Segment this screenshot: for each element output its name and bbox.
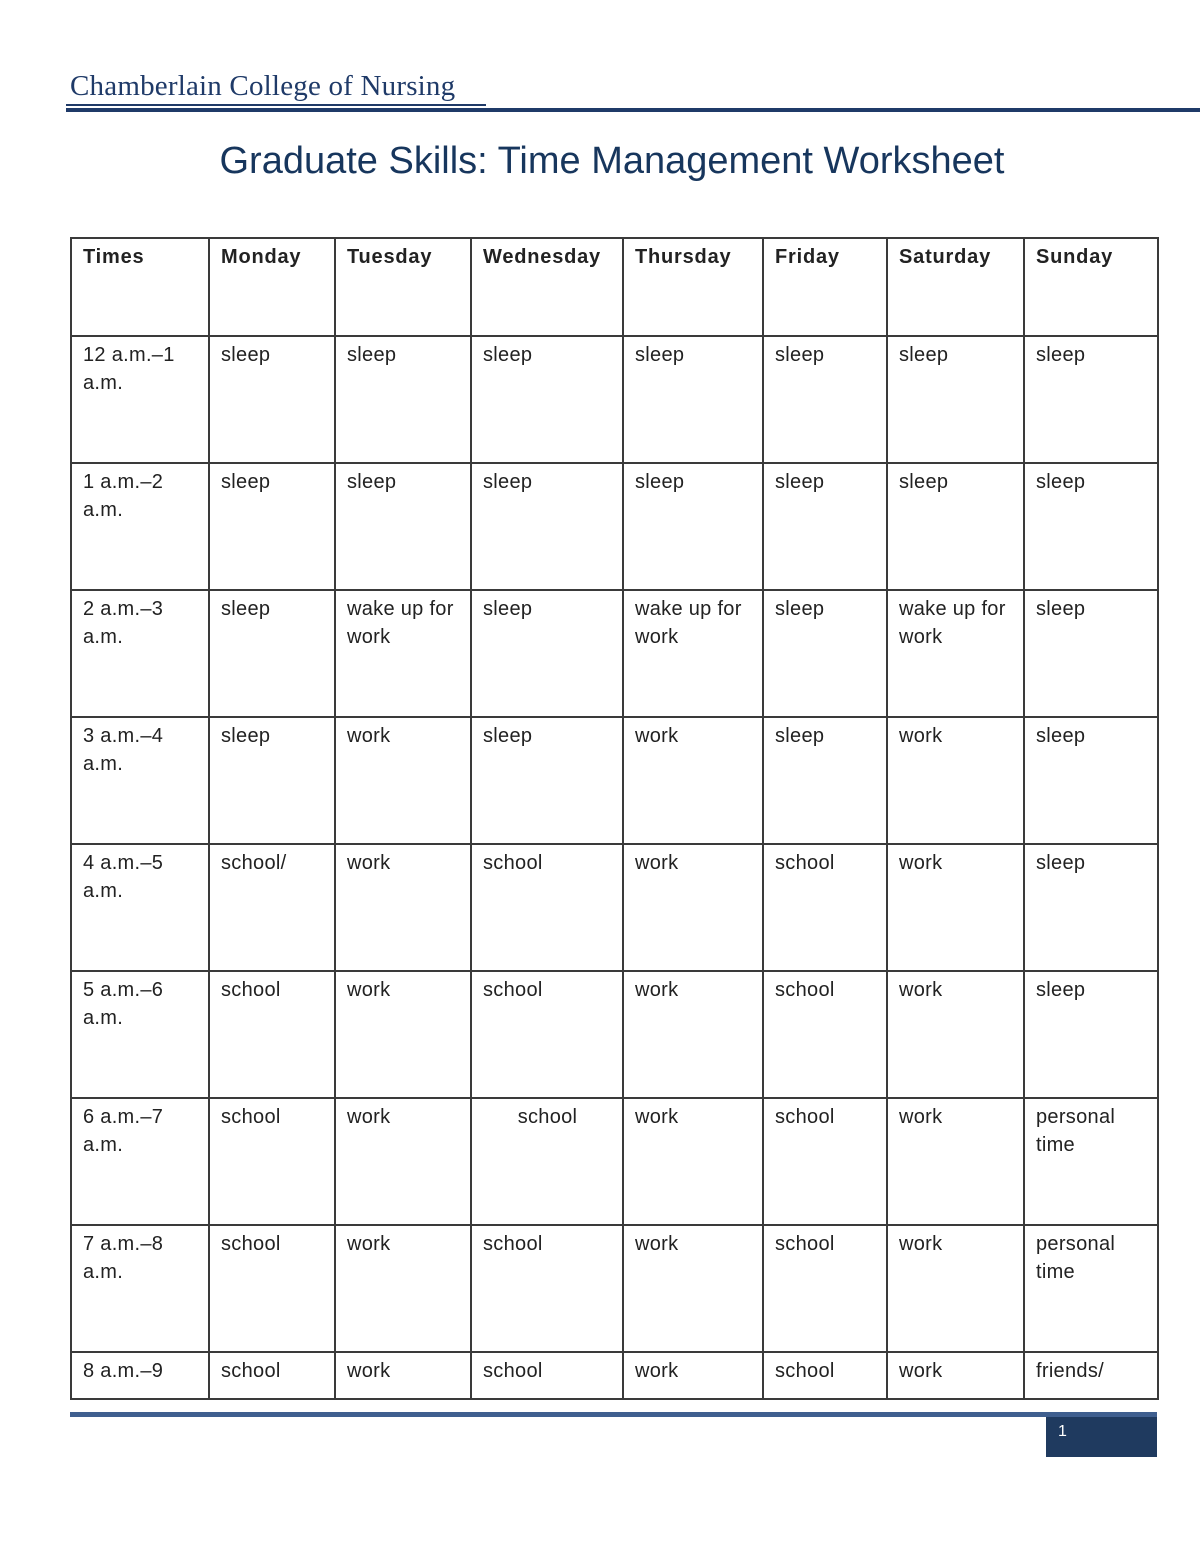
table-row	[71, 463, 1158, 590]
table-cell: work	[335, 717, 471, 844]
table-cell: sleep	[763, 336, 887, 463]
table-cell: sleep	[1024, 590, 1158, 717]
table-row	[71, 844, 1158, 971]
table-cell: work	[335, 1352, 471, 1399]
table-cell: school	[471, 1225, 623, 1352]
table-cell: work	[335, 971, 471, 1098]
table-cell: sleep	[623, 463, 763, 590]
table-cell: work	[623, 1352, 763, 1399]
table-cell: sleep	[335, 336, 471, 463]
table-header-row	[71, 238, 1158, 336]
table-cell: personal time	[1024, 1098, 1158, 1225]
table-cell: personal time	[1024, 1225, 1158, 1352]
time-cell: 7 a.m.–8 a.m.	[71, 1225, 209, 1352]
table-cell: sleep	[763, 717, 887, 844]
table-cell: sleep	[209, 336, 335, 463]
table-row	[71, 1098, 1158, 1225]
table-cell: work	[887, 1352, 1024, 1399]
table-cell: work	[887, 1225, 1024, 1352]
table-cell: sleep	[1024, 971, 1158, 1098]
column-header-times: Times	[71, 238, 209, 336]
table-cell: school	[763, 971, 887, 1098]
time-cell: 6 a.m.–7 a.m.	[71, 1098, 209, 1225]
table-cell: work	[335, 1225, 471, 1352]
table-row	[71, 336, 1158, 463]
table-cell: sleep	[471, 590, 623, 717]
table-cell: school	[471, 971, 623, 1098]
table-cell: sleep	[335, 463, 471, 590]
table-cell: work	[887, 844, 1024, 971]
table-cell: work	[623, 1098, 763, 1225]
table-cell: work	[623, 1225, 763, 1352]
table-cell: school	[763, 1225, 887, 1352]
time-cell: 3 a.m.–4 a.m.	[71, 717, 209, 844]
table-cell: school/	[209, 844, 335, 971]
table-cell: school	[471, 1352, 623, 1399]
table-row	[71, 590, 1158, 717]
table-row	[71, 971, 1158, 1098]
document-title: Graduate Skills: Time Management Worksheet	[219, 140, 1005, 182]
table-cell: sleep	[471, 717, 623, 844]
column-header-saturday: Saturday	[887, 238, 1024, 336]
column-header-sunday: Sunday	[1024, 238, 1158, 336]
table-row	[71, 1352, 1158, 1399]
table-cell: sleep	[1024, 463, 1158, 590]
table-cell: work	[623, 971, 763, 1098]
table-cell: school	[209, 1352, 335, 1399]
table-cell: work	[887, 971, 1024, 1098]
table-cell: wake up for work	[623, 590, 763, 717]
table-cell: school	[471, 844, 623, 971]
table-cell: sleep	[1024, 336, 1158, 463]
table-cell: sleep	[209, 463, 335, 590]
table-cell: school	[763, 844, 887, 971]
table-cell: work	[887, 1098, 1024, 1225]
table-cell: wake up for work	[335, 590, 471, 717]
table-cell: school	[763, 1352, 887, 1399]
table-cell: wake up for work	[887, 590, 1024, 717]
table-cell: sleep	[1024, 717, 1158, 844]
table-cell: sleep	[623, 336, 763, 463]
table-cell: work	[335, 1098, 471, 1225]
table-cell: work	[887, 717, 1024, 844]
table-cell: sleep	[471, 463, 623, 590]
table-cell: sleep	[1024, 844, 1158, 971]
table-row	[71, 717, 1158, 844]
header-accent-rule	[66, 104, 486, 106]
table-cell: work	[335, 844, 471, 971]
time-cell: 5 a.m.–6 a.m.	[71, 971, 209, 1098]
page-number: 1	[1046, 1417, 1157, 1457]
time-cell: 8 a.m.–9	[71, 1352, 209, 1399]
schedule-table	[70, 237, 1159, 1400]
table-cell: sleep	[763, 590, 887, 717]
time-cell: 12 a.m.–1 a.m.	[71, 336, 209, 463]
table-cell: work	[623, 844, 763, 971]
table-row	[71, 1225, 1158, 1352]
table-cell: sleep	[887, 336, 1024, 463]
table-cell: sleep	[209, 717, 335, 844]
column-header-wednesday: Wednesday	[471, 238, 623, 336]
column-header-thursday: Thursday	[623, 238, 763, 336]
table-cell: sleep	[209, 590, 335, 717]
table-cell: school	[209, 1225, 335, 1352]
table-cell: sleep	[763, 463, 887, 590]
column-header-tuesday: Tuesday	[335, 238, 471, 336]
column-header-monday: Monday	[209, 238, 335, 336]
column-header-friday: Friday	[763, 238, 887, 336]
table-cell: school	[209, 1098, 335, 1225]
college-name: Chamberlain College of Nursing	[70, 70, 456, 102]
table-cell: school	[471, 1098, 623, 1225]
time-cell: 2 a.m.–3 a.m.	[71, 590, 209, 717]
time-cell: 1 a.m.–2 a.m.	[71, 463, 209, 590]
table-cell: friends/	[1024, 1352, 1158, 1399]
table-cell: school	[209, 971, 335, 1098]
table-cell: work	[623, 717, 763, 844]
time-cell: 4 a.m.–5 a.m.	[71, 844, 209, 971]
footer-rule	[70, 1412, 1157, 1417]
table-cell: school	[763, 1098, 887, 1225]
header-rule	[66, 108, 1200, 112]
table-cell: sleep	[471, 336, 623, 463]
table-cell: sleep	[887, 463, 1024, 590]
